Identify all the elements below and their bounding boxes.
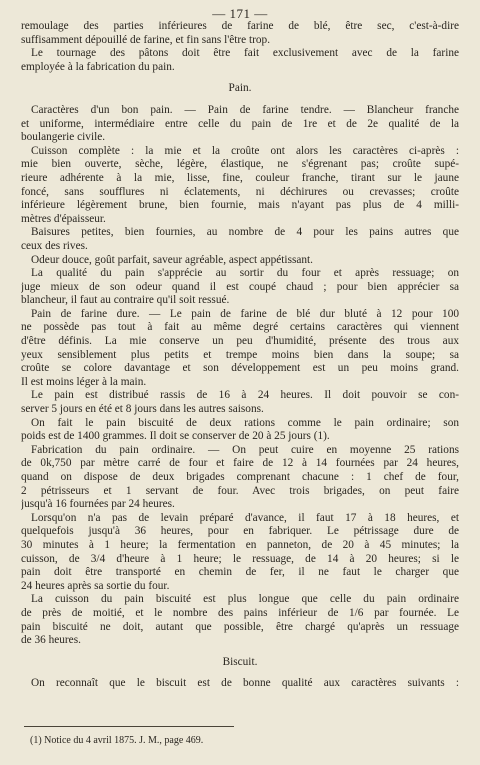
text-line: yeux sensiblement plus petits et trempe moins bien dans la soupe; sa <box>21 348 459 361</box>
text-line: mètres d'épaisseur. <box>21 212 106 225</box>
text-line: On fait le pain biscuité de deux rations comme le pain ordinaire; son <box>31 416 459 429</box>
text-line: foncé, sans soufflures ni éclatements, ni déchirures ou crevasses; croûte <box>21 185 459 198</box>
text-line: server 5 jours en été et 8 jours dans les autres saisons. <box>21 403 264 416</box>
body-text <box>21 20 459 691</box>
text-line: La qualité du pain s'apprécie au sortir du four et après ressuage; on <box>31 267 459 280</box>
text-line: quand on dispose de deux brigades comprenant chacune : 1 chef de four, <box>21 471 459 483</box>
text-line: ne possède pas tout à fait au même degré certains caractères qui viennent <box>21 321 459 334</box>
text-line: Le tournage des pâtons doit être fait exclusivement avec de la farine <box>31 47 459 60</box>
text-line: d'être définis. La mie conserve un peu d'humidité, présente des trous aux <box>21 335 459 348</box>
text-line: cuisson, de 3/4 d'heure à 1 heure; le ressuage, de 14 à 20 heures; si le <box>21 552 459 565</box>
text-line: remoulage des parties inférieures de farine de blé, être sec, c'est-à-dire <box>21 20 459 32</box>
text-line: Le pain est distribué rassis de 16 à 24 heures. Il doit pouvoir se con- <box>31 389 459 402</box>
text-line: ceux des rives. <box>21 239 88 252</box>
text-line: Baisures petites, bien fournies, au nombre de 4 pour les pains autres que <box>31 226 459 239</box>
text-line: 24 heures après sa sortie du four. <box>21 579 170 592</box>
text-line: de 0k,750 par mètre carré de four et faire de 12 à 14 fournées par 24 heures, <box>21 457 459 470</box>
text-line: 2 pétrisseurs et 1 servant de four. Avec trois brigades, on peut faire <box>21 484 459 497</box>
text-line: et uniforme, intermédiaire entre celle du pain de 1re et de 2e qualité de la <box>21 117 459 130</box>
text-line: juge mieux de son odeur quand il est coupé chaud ; pour bien apprécier sa <box>21 280 459 293</box>
text-line: pain biscuité ne doit, autant que possible, être chargé qu'après un ressuage <box>21 620 459 633</box>
text-line: Odeur douce, goût parfait, saveur agréable, aspect appétissant. <box>31 253 313 266</box>
text-line: Pain de farine dure. — Le pain de farine de blé dur bluté à 12 pour 100 <box>31 307 459 320</box>
section-heading: Pain. <box>228 82 252 95</box>
section-heading: Biscuit. <box>222 655 258 668</box>
text-line: mie bien ouverte, sèche, légère, élastique, ne s'égrenant pas; croûte supé- <box>21 158 459 171</box>
text-line: Cuisson complète : la mie et la croûte ont alors les caractères ci-après : <box>31 144 459 157</box>
text-line: de près de moitié, et le nombre des pains inférieur de 1/6 par fournée. Le <box>21 606 459 619</box>
text-line: Fabrication du pain ordinaire. — On peut cuire en moyenne 25 rations <box>31 443 459 456</box>
text-line: suffisamment dépouillé de farine, et fin sans l'être trop. <box>21 33 271 46</box>
text-line: Il est moins léger à la main. <box>21 375 147 388</box>
text-line: jusqu'à 16 fournées par 24 heures. <box>21 498 175 511</box>
footnote: (1) Notice du 4 avril 1875. J. M., page 469. <box>30 735 204 746</box>
paragraph-gap <box>21 74 459 82</box>
text-line: de 36 heures. <box>21 634 81 647</box>
text-line: quelquefois jusqu'à 36 heures, pour en fabriquer. Le pétrissage dure de <box>21 525 459 538</box>
text-line: Lorsqu'on n'a pas de levain préparé d'avance, il faut 17 à 18 heures, et <box>31 511 459 524</box>
text-line: employée à la fabrication du pain. <box>21 60 175 73</box>
text-line: rieure adhérente à la mie, lisse, fine, couleur franche, tirant sur le jaune <box>21 171 459 184</box>
footnote-rule <box>24 726 234 727</box>
text-line: pain doit être transporté en chemin de fer, il ne faut le charger que <box>21 566 459 579</box>
text-line: On reconnaît que le biscuit est de bonne qualité aux caractères suivants : <box>31 677 459 690</box>
text-line: Caractères d'un bon pain. — Pain de farine tendre. — Blancheur franche <box>31 103 459 116</box>
text-line: La cuisson du pain biscuité est plus longue que celle du pain ordinaire <box>31 593 459 606</box>
page-number: — 171 — <box>212 6 268 21</box>
paragraph-gap <box>21 648 459 656</box>
paragraph-gap <box>21 96 459 104</box>
text-line: 30 minutes à 1 heure; la fermentation en panneton, de 20 à 45 minutes; la <box>21 538 459 551</box>
text-line: boulangerie civile. <box>21 131 106 144</box>
text-line: croûte se colore davantage et son développement est un peu moins grand. <box>21 362 459 375</box>
paragraph-gap <box>21 669 459 677</box>
text-line: inférieure légèrement brune, bien fournie, mais n'ayant pas plus de 4 milli- <box>21 199 459 212</box>
text-line: poids est de 1400 grammes. Il doit se conserver de 20 à 25 jours (1). <box>21 430 330 443</box>
text-line: blancheur, il faut au contraire qu'il soit ressué. <box>21 294 230 307</box>
